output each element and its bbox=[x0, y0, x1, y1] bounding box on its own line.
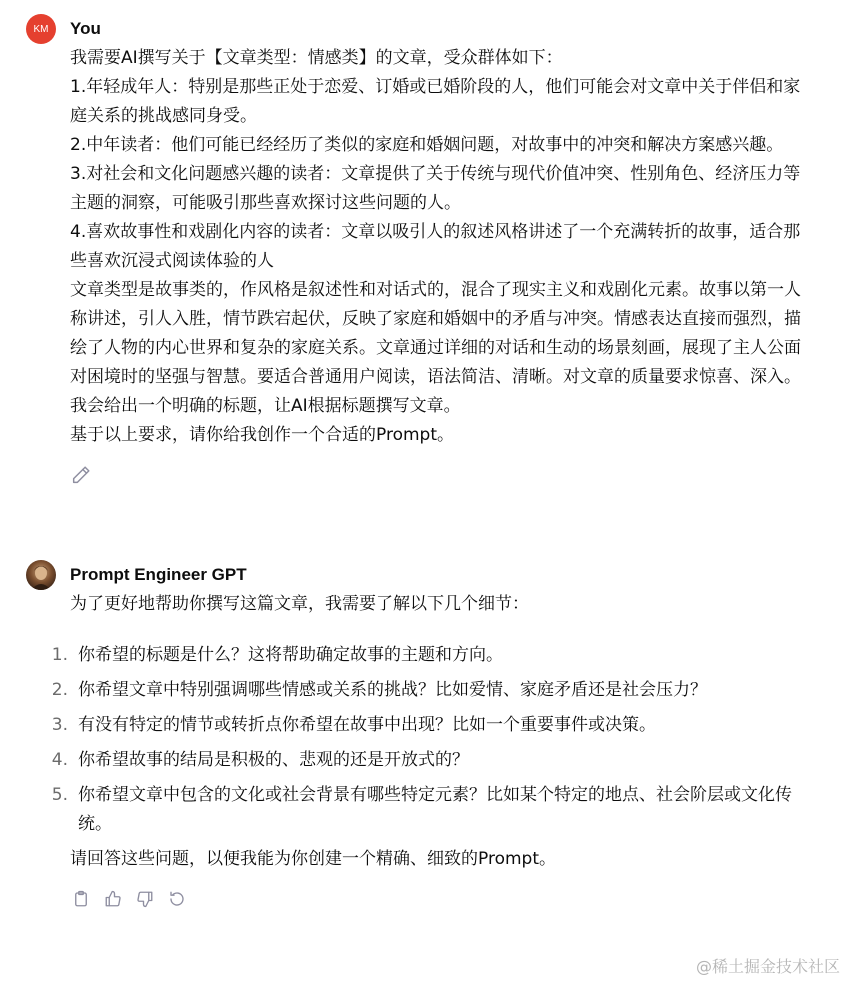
user-paragraph: 基于以上要求，请你给我创作一个合适的Prompt。 bbox=[70, 425, 454, 445]
user-avatar bbox=[26, 14, 56, 44]
list-item-text: 有没有特定的情节或转折点你希望在故事中出现？比如一个重要事件或决策。 bbox=[78, 715, 656, 735]
user-message bbox=[26, 14, 810, 490]
user-paragraph: 我需要AI撰写关于【文章类型：情感类】的文章，受众群体如下： bbox=[70, 48, 563, 68]
assistant-outro: 请回答这些问题，以便我能为你创建一个精确、细致的Prompt。 bbox=[70, 849, 556, 869]
user-paragraph: 2.中年读者：他们可能已经经历了类似的家庭和婚姻问题，对故事中的冲突和解决方案感兴趣。 bbox=[70, 135, 784, 155]
list-item-text: 你希望文章中包含的文化或社会背景有哪些特定元素？比如某个特定的地点、社会阶层或文化传统。 bbox=[78, 785, 792, 834]
assistant-author-name: Prompt Engineer GPT bbox=[70, 565, 247, 584]
user-message-content bbox=[70, 44, 810, 450]
thumbs-up-icon[interactable] bbox=[102, 888, 124, 910]
list-item-number: 5. bbox=[51, 785, 68, 805]
list-item-text: 你希望故事的结局是积极的、悲观的还是开放式的？ bbox=[78, 750, 469, 770]
list-item-text: 你希望文章中特别强调哪些情感或关系的挑战？比如爱情、家庭矛盾还是社会压力？ bbox=[78, 680, 707, 700]
user-paragraph: 4.喜欢故事性和戏剧化内容的读者：文章以吸引人的叙述风格讲述了一个充满转折的故事，适合那些喜欢沉浸式阅读体验的人 bbox=[70, 222, 801, 271]
user-author-name: You bbox=[70, 19, 101, 38]
list-item bbox=[51, 711, 810, 740]
assistant-message-content bbox=[51, 590, 810, 874]
list-item-number: 4. bbox=[51, 750, 68, 770]
assistant-intro: 为了更好地帮助你撰写这篇文章，我需要了解以下几个细节： bbox=[70, 594, 529, 614]
thumbs-down-icon[interactable] bbox=[134, 888, 156, 910]
user-avatar-initials: KM bbox=[33, 23, 49, 35]
user-message-header bbox=[26, 14, 810, 44]
question-list bbox=[51, 641, 810, 839]
watermark: @稀土掘金技术社区 bbox=[695, 957, 840, 976]
user-paragraph: 3.对社会和文化问题感兴趣的读者：文章提供了关于传统与现代价值冲突、性别角色、经济压力等主题的洞察，可能吸引那些喜欢探讨这些问题的人。 bbox=[70, 164, 801, 213]
gpt-avatar-image bbox=[26, 560, 56, 590]
list-item-text: 你希望的标题是什么？这将帮助确定故事的主题和方向。 bbox=[78, 645, 503, 665]
assistant-message-header bbox=[26, 560, 810, 590]
list-item bbox=[51, 781, 810, 839]
list-item bbox=[51, 746, 810, 775]
list-item-number: 2. bbox=[51, 680, 68, 700]
user-paragraph: 1.年轻成年人：特别是那些正处于恋爱、订婚或已婚阶段的人，他们可能会对文章中关于伴侣和家庭关系的挑战感同身受。 bbox=[70, 77, 801, 126]
regenerate-icon[interactable] bbox=[166, 888, 188, 910]
copy-icon[interactable] bbox=[70, 888, 92, 910]
list-item-number: 3. bbox=[51, 715, 68, 735]
assistant-message bbox=[26, 560, 810, 910]
list-item bbox=[51, 676, 810, 705]
user-paragraph: 文章类型是故事类的，作风格是叙述性和对话式的，混合了现实主义和戏剧化元素。故事以第一人称讲述，引人入胜，情节跌宕起伏，反映了家庭和婚姻中的矛盾与冲突。情感表达直接而强烈，描绘了人物的内心世界和复杂的家庭关系。文章通过详细的对话和生动的场景刻画，展现了主人公面对困境时的坚强与智慧。要适合普通用户阅读，语法简洁、清晰。对文章的质量要求惊喜、深入。我会给出一个明确的标题，让AI根据标题撰写文章。 bbox=[70, 280, 801, 416]
gpt-avatar bbox=[26, 560, 56, 590]
list-item-number: 1. bbox=[51, 645, 68, 665]
pencil-icon[interactable] bbox=[70, 464, 92, 486]
message-actions bbox=[70, 888, 810, 910]
list-item bbox=[51, 641, 810, 670]
